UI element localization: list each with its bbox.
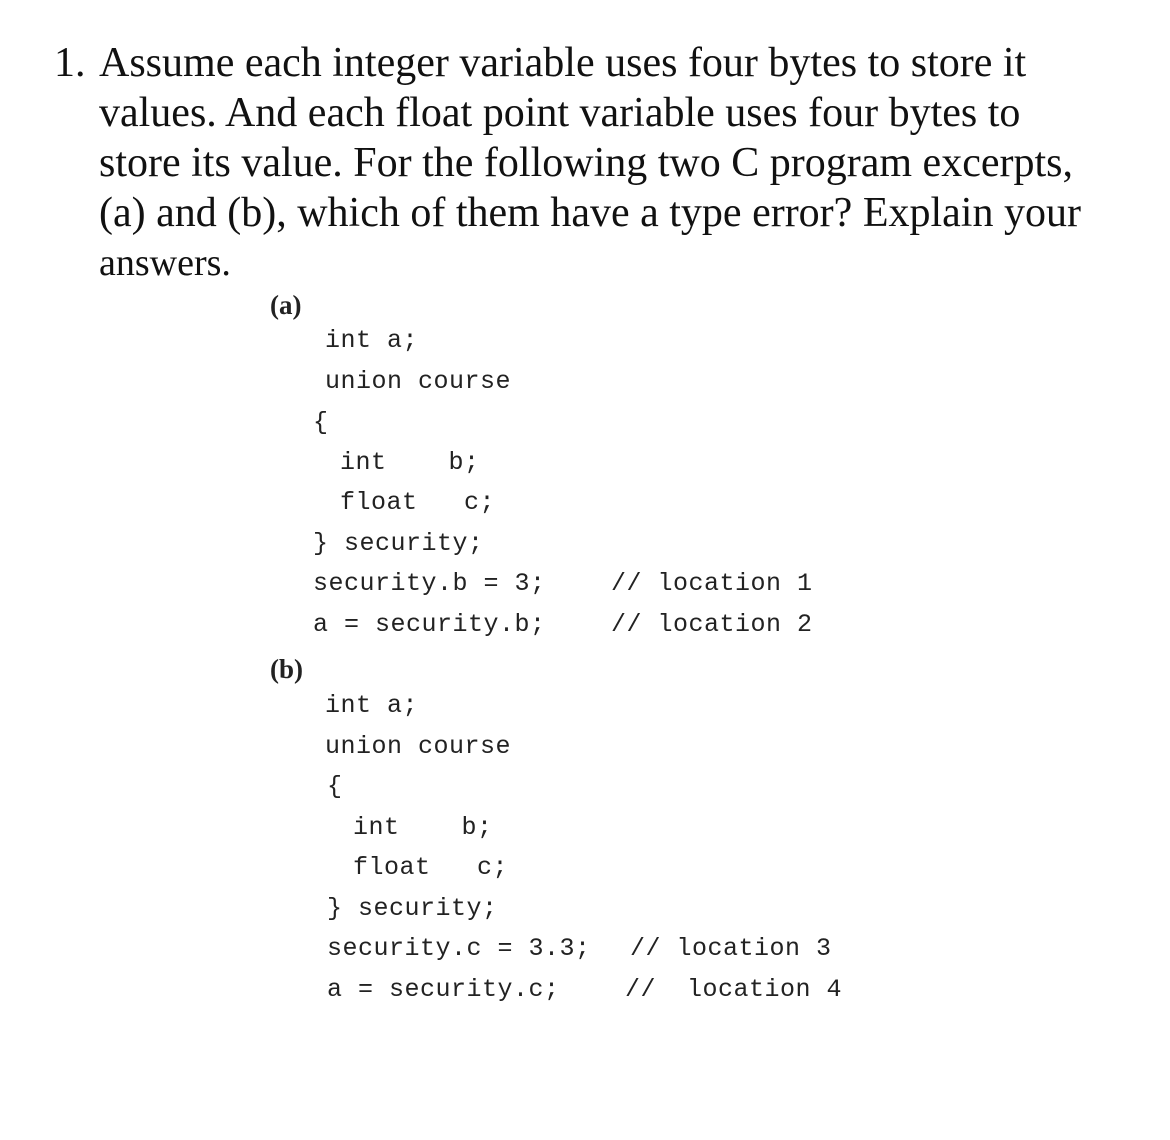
code-line: {	[313, 408, 329, 437]
code-line: security.b = 3;	[313, 569, 546, 598]
question-line: values. And each float point variable uses four bytes to	[99, 90, 1021, 136]
code-line: security.c = 3.3;	[327, 934, 591, 963]
code-comment: // location 2	[611, 610, 813, 639]
code-line: a = security.c;	[327, 975, 560, 1004]
code-line: int b;	[353, 813, 493, 842]
excerpt-a-label: (a)	[270, 290, 302, 320]
code-line: union course	[325, 732, 512, 761]
question-line: (a) and (b), which of them have a type error? Explain your	[99, 190, 1081, 236]
code-line: float c;	[353, 853, 509, 882]
code-comment: // location 1	[611, 569, 813, 598]
question-line: answers.	[99, 242, 231, 284]
excerpt-b-label: (b)	[270, 654, 303, 684]
question-body	[99, 38, 1134, 288]
code-line: a = security.b;	[313, 610, 546, 639]
question-text	[54, 38, 1134, 288]
code-line: {	[327, 772, 343, 801]
code-line: int a;	[325, 326, 419, 355]
code-line: float c;	[340, 488, 496, 517]
code-line: } security;	[313, 529, 484, 558]
question-line: store its value. For the following two C program excerpts,	[99, 140, 1073, 186]
code-line: } security;	[327, 894, 498, 923]
code-comment: // location 3	[630, 934, 832, 963]
code-comment: // location 4	[625, 975, 843, 1004]
question-line: Assume each integer variable uses four bytes to store it	[99, 40, 1027, 86]
code-line: int a;	[325, 691, 419, 720]
code-line: int b;	[340, 448, 480, 477]
question-number: 1.	[54, 40, 86, 86]
code-line: union course	[325, 367, 512, 396]
